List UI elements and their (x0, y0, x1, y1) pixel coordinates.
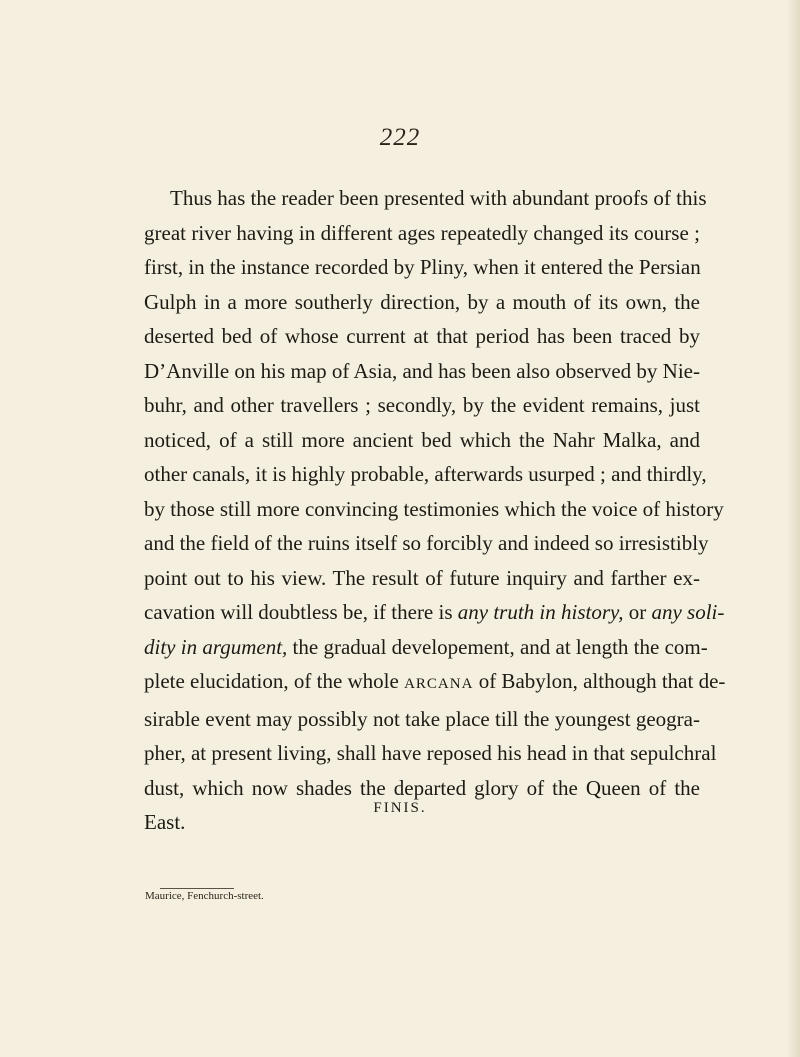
text-run: plete elucidation, of the whole (144, 669, 405, 693)
printer-imprint: Maurice, Fenchurch-street. (145, 890, 264, 902)
text-run: of Babylon, although that de- (473, 669, 726, 693)
text-line: great river having in different ages repeatedly changed its course ; (144, 220, 700, 245)
text-line: Gulph in a more southerly direction, by a mouth of its own, the (144, 289, 700, 314)
body-text (144, 181, 726, 840)
text-line (144, 595, 725, 630)
text-line: first, in the instance recorded by Pliny, when it entered the Persian (144, 255, 701, 279)
divider-rule (160, 888, 234, 889)
text-line: Thus has the reader been presented with abundant proofs of this (170, 186, 707, 210)
text-line: D’Anville on his map of Asia, and has been also observed by Nie- (144, 358, 700, 383)
page-number: 222 (379, 124, 421, 151)
text-line (144, 664, 726, 702)
text-line: East. (144, 810, 186, 834)
finis-heading: FINIS. (373, 800, 427, 816)
text-run: cavation will doubtless be, if there is (144, 600, 458, 624)
italic-phrase: any soli- (651, 600, 725, 624)
text-line: dust, which now shades the departed glory of the Queen of the (144, 775, 700, 800)
italic-phrase: dity in argument, (144, 634, 288, 659)
smallcaps-word: ARCANA (404, 676, 474, 692)
text-line: by those still more convincing testimonies which the voice of history (144, 496, 724, 521)
text-line: deserted bed of whose current at that period has been traced by (144, 324, 700, 348)
page-edge-shadow (786, 0, 800, 1057)
text-line: and the field of the ruins itself so forcibly and indeed so irresistibly (144, 531, 709, 555)
text-run: the gradual developement, and at length the com- (287, 634, 708, 659)
text-line: point out to his view. The result of future inquiry and farther ex- (144, 565, 700, 590)
text-line: buhr, and other travellers ; secondly, by the evident remains, just (144, 393, 700, 417)
text-line: noticed, of a still more ancient bed which the Nahr Malka, and (144, 427, 700, 452)
italic-phrase: any truth in history, (457, 600, 624, 624)
text-line: pher, at present living, shall have reposed his head in that sepulchral (144, 741, 717, 765)
text-line: sirable event may possibly not take place till the youngest geogra- (144, 706, 700, 731)
text-run: or (623, 600, 652, 624)
text-line (144, 630, 708, 665)
text-line: other canals, it is highly probable, afterwards usurped ; and thirdly, (144, 462, 707, 486)
